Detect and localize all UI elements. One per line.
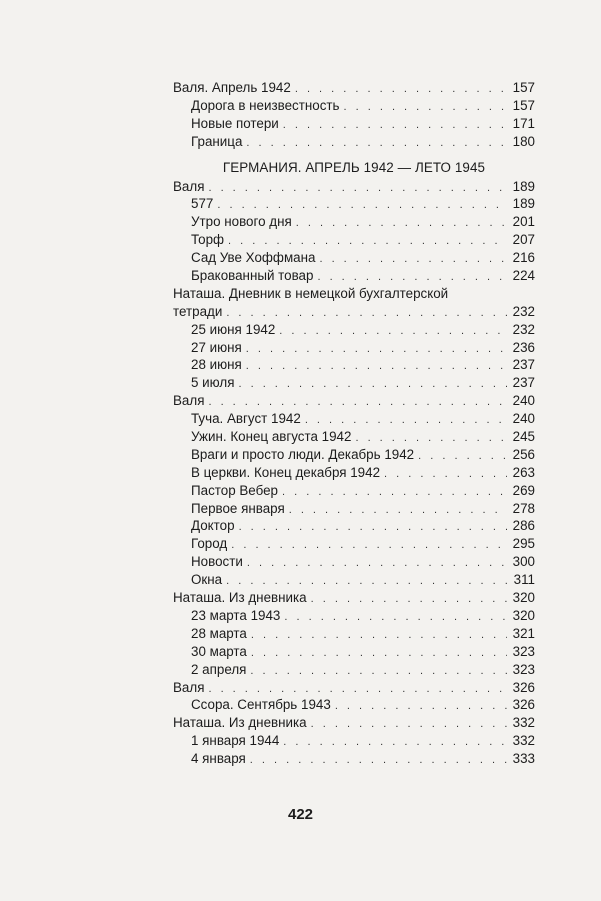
toc-entry-title: 27 июня	[191, 339, 242, 355]
toc-entry	[173, 115, 535, 133]
dot-leader	[289, 502, 507, 520]
toc-entry	[173, 97, 535, 115]
toc-entry-page: 320	[512, 590, 535, 606]
toc-entry-title: Ужин. Конец августа 1942	[191, 429, 352, 445]
toc-entry	[173, 213, 535, 231]
toc-entry-page: 157	[512, 97, 535, 113]
dot-leader	[208, 180, 507, 198]
toc-entry-page: 326	[512, 679, 535, 695]
toc-entry-page: 240	[512, 393, 535, 409]
dot-leader	[284, 609, 507, 627]
dot-leader	[335, 698, 507, 716]
table-of-contents	[173, 79, 535, 768]
dot-leader	[231, 537, 507, 555]
toc-entry-title: Бракованный товар	[191, 268, 314, 284]
dot-leader	[239, 519, 507, 537]
toc-entry	[173, 133, 535, 151]
toc-entry-title: Город	[191, 536, 228, 552]
toc-entry-title: 5 июля	[191, 375, 235, 391]
toc-entry-title: В церкви. Конец декабря 1942	[191, 464, 381, 480]
toc-entry-page: 269	[512, 482, 535, 498]
toc-entry-title: Пастор Вебер	[191, 482, 279, 498]
toc-entry-title: Ссора. Сентябрь 1943	[191, 697, 331, 713]
toc-entry-page: 189	[512, 178, 535, 194]
toc-entry	[173, 267, 535, 285]
toc-entry	[173, 428, 535, 446]
toc-entry-title: 28 июня	[191, 357, 242, 373]
toc-entry-title: Новости	[191, 554, 243, 570]
dot-leader	[283, 734, 507, 752]
toc-entry-page: 323	[512, 643, 535, 659]
toc-entry	[173, 178, 535, 196]
toc-entry-title: 1 января 1944	[191, 733, 280, 749]
dot-leader	[319, 251, 507, 269]
toc-entry-title: Наташа. Из дневника	[173, 590, 307, 606]
toc-entry-title: Валя	[173, 393, 205, 409]
toc-entry-title: Доктор	[191, 518, 235, 534]
toc-entry-title: Враги и просто люди. Декабрь 1942	[191, 446, 415, 462]
toc-entry-title: 4 января	[191, 751, 246, 767]
toc-entry-page: 232	[512, 321, 535, 337]
toc-entry	[173, 464, 535, 482]
dot-leader	[247, 555, 507, 573]
toc-entry-title: Сад Уве Хоффмана	[191, 250, 316, 266]
toc-entry	[173, 571, 535, 589]
dot-leader	[279, 323, 507, 341]
toc-entry-page: 237	[512, 357, 535, 373]
toc-entry	[173, 625, 535, 643]
dot-leader	[251, 645, 507, 663]
section-heading: ГЕРМАНИЯ. АПРЕЛЬ 1942 — ЛЕТО 1945	[222, 159, 486, 175]
dot-leader	[311, 716, 507, 734]
toc-entry-title: Наташа. Дневник в немецкой бухгалтерской	[173, 285, 449, 301]
dot-leader	[250, 752, 507, 770]
toc-entry	[173, 321, 535, 339]
dot-leader	[384, 466, 507, 484]
toc-entry-title: Граница	[191, 133, 243, 149]
toc-entry-title: Утро нового дня	[191, 214, 292, 230]
toc-entry-title: Торф	[191, 232, 225, 248]
toc-entry-page: 201	[512, 214, 535, 230]
toc-entry	[173, 553, 535, 571]
toc-entry-page: 256	[512, 446, 535, 462]
toc-entry	[173, 356, 535, 374]
toc-entry-page: 180	[512, 133, 535, 149]
dot-leader	[296, 215, 507, 233]
toc-entry	[173, 643, 535, 661]
toc-entry	[173, 482, 535, 500]
toc-group-before-section	[173, 79, 535, 151]
toc-entry-page: 207	[512, 232, 535, 248]
dot-leader	[246, 341, 507, 359]
toc-entry-title: 25 июня 1942	[191, 321, 276, 337]
page-number: 422	[287, 806, 314, 823]
toc-entry	[173, 339, 535, 357]
toc-entry-title: Новые потери	[191, 115, 279, 131]
toc-entry	[173, 303, 535, 321]
dot-leader	[282, 484, 507, 502]
dot-leader	[250, 663, 507, 681]
toc-entry-page: 326	[512, 697, 535, 713]
toc-entry	[173, 607, 535, 625]
toc-entry-page: 232	[512, 303, 535, 319]
toc-entry-page: 320	[512, 607, 535, 623]
toc-entry-title: 28 марта	[191, 625, 247, 641]
toc-entry-page: 236	[512, 339, 535, 355]
toc-entry	[173, 285, 535, 303]
toc-entry-page: 332	[512, 715, 535, 731]
toc-entry-page: 189	[512, 196, 535, 212]
toc-entry	[173, 750, 535, 768]
dot-leader	[246, 135, 507, 153]
toc-entry	[173, 589, 535, 607]
dot-leader	[311, 591, 507, 609]
toc-entry	[173, 446, 535, 464]
toc-entry-page: 321	[512, 625, 535, 641]
toc-entry-page: 237	[512, 375, 535, 391]
toc-entry	[173, 714, 535, 732]
toc-entry-page: 278	[512, 500, 535, 516]
toc-entry-title: Валя	[173, 679, 205, 695]
toc-entry-title: Окна	[191, 572, 223, 588]
toc-entry	[173, 231, 535, 249]
toc-entry-page: 323	[512, 661, 535, 677]
toc-entry	[173, 249, 535, 267]
toc-entry-title: Наташа. Из дневника	[173, 715, 307, 731]
toc-entry-page: 263	[512, 464, 535, 480]
toc-entry-page: 333	[512, 751, 535, 767]
toc-entry	[173, 195, 535, 213]
dot-leader	[283, 117, 507, 135]
toc-entry-page: 171	[512, 115, 535, 131]
toc-entry-title: 2 апреля	[191, 661, 247, 677]
toc-entry	[173, 392, 535, 410]
toc-entry-page: 216	[512, 250, 535, 266]
toc-entry-title: 30 марта	[191, 643, 247, 659]
toc-entry-title: 23 марта 1943	[191, 607, 281, 623]
toc-entry-title: Туча. Август 1942	[191, 411, 301, 427]
toc-entry-page: 295	[512, 536, 535, 552]
toc-entry-title: 577	[191, 196, 214, 212]
toc-entry-page: 245	[512, 429, 535, 445]
toc-entry-page: 240	[512, 411, 535, 427]
toc-entry-title: Первое января	[191, 500, 285, 516]
toc-group-after-section	[173, 178, 535, 768]
dot-leader	[238, 376, 507, 394]
toc-entry-title: тетради	[173, 303, 223, 319]
dot-leader	[251, 627, 507, 645]
dot-leader	[418, 448, 507, 466]
toc-entry-page: 311	[513, 572, 535, 588]
toc-entry-page: 157	[512, 80, 535, 95]
toc-entry-title: Валя	[173, 178, 205, 194]
toc-entry-page: 300	[512, 554, 535, 570]
toc-entry	[173, 517, 535, 535]
toc-entry	[173, 661, 535, 679]
toc-entry-page: 286	[512, 518, 535, 534]
toc-entry-title: Валя. Апрель 1942	[173, 80, 291, 95]
toc-entry-title: Дорога в неизвестность	[191, 97, 340, 113]
dot-leader	[246, 358, 507, 376]
toc-entry	[173, 535, 535, 553]
toc-entry	[173, 679, 535, 697]
toc-entry	[173, 732, 535, 750]
dot-leader	[344, 99, 508, 117]
toc-entry	[173, 410, 535, 428]
toc-entry	[173, 696, 535, 714]
toc-entry	[173, 79, 535, 97]
toc-entry	[173, 374, 535, 392]
toc-entry-page: 332	[512, 733, 535, 749]
toc-entry	[173, 500, 535, 518]
toc-entry-page: 224	[512, 268, 535, 284]
